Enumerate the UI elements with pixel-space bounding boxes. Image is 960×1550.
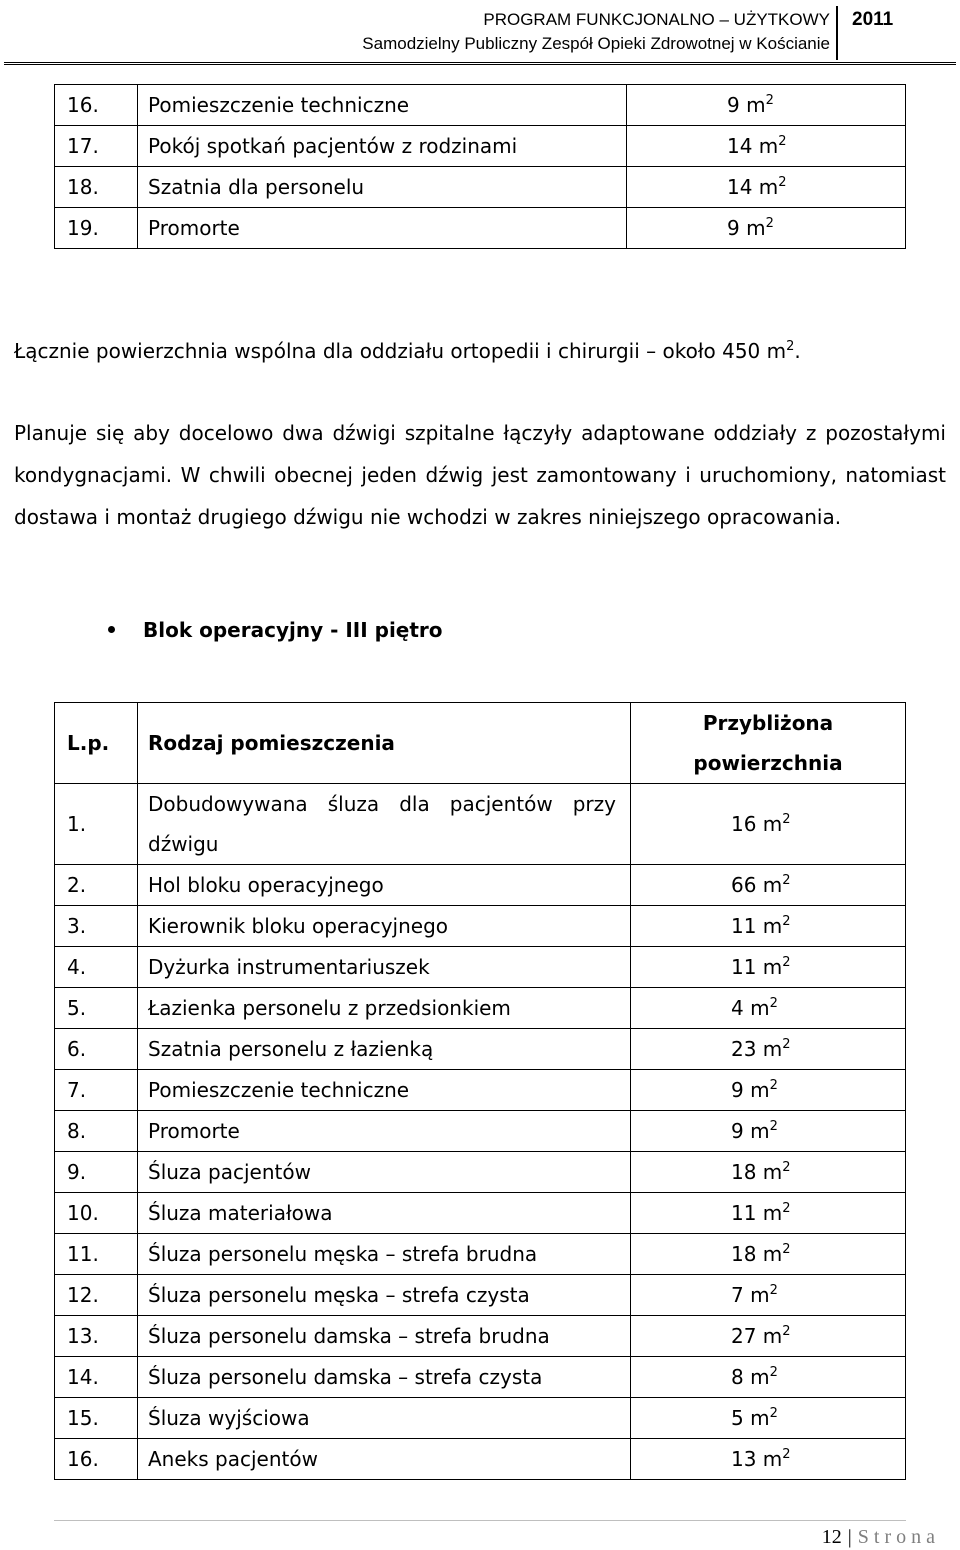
row-num: 19. bbox=[55, 208, 138, 249]
table-row bbox=[55, 1234, 906, 1275]
row-area-exponent: 2 bbox=[782, 873, 791, 888]
row-area bbox=[631, 1152, 906, 1193]
row-area bbox=[631, 1111, 906, 1152]
rooms-table-continued-body bbox=[55, 85, 906, 249]
row-room-name: Aneks pacjentów bbox=[138, 1439, 631, 1480]
row-area bbox=[631, 1275, 906, 1316]
row-area-value: 9 m bbox=[727, 216, 766, 240]
row-area-value: 4 m bbox=[731, 996, 770, 1020]
row-num: 15. bbox=[55, 1398, 138, 1439]
table-row bbox=[55, 1193, 906, 1234]
row-area-value: 7 m bbox=[731, 1283, 770, 1307]
row-area-value: 11 m bbox=[731, 1201, 783, 1225]
row-area-value: 11 m bbox=[731, 955, 783, 979]
row-area bbox=[631, 1316, 906, 1357]
row-area bbox=[631, 1029, 906, 1070]
footer-page-word: Strona bbox=[857, 1526, 940, 1548]
footer-separator: | bbox=[847, 1526, 852, 1548]
row-room-name: Promorte bbox=[138, 208, 627, 249]
header-year-value: 2011 bbox=[852, 9, 894, 30]
table-row bbox=[55, 1439, 906, 1480]
row-area-value: 5 m bbox=[731, 1406, 770, 1430]
table-row bbox=[55, 1398, 906, 1439]
row-num: 10. bbox=[55, 1193, 138, 1234]
row-area-value: 9 m bbox=[731, 1119, 770, 1143]
table-row bbox=[55, 1357, 906, 1398]
row-room-name: Śluza personelu męska – strefa czysta bbox=[138, 1275, 631, 1316]
row-area bbox=[631, 1193, 906, 1234]
row-num: 2. bbox=[55, 865, 138, 906]
total-area-period: . bbox=[794, 339, 801, 363]
total-area-exponent: 2 bbox=[786, 339, 795, 354]
lifts-paragraph: Planuje się aby docelowo dwa dźwigi szpitalne łączyły adaptowane oddziały z pozostałymi kondygnacjami. W chwili obecnej jeden dźwig jest zamontowany i uruchomiony, natomiast dostawa i montaż drugiego dźwigu nie wchodzi w zakres niniejszego opracowania. bbox=[14, 421, 946, 529]
operating-block-table bbox=[54, 702, 906, 1480]
section-heading bbox=[108, 618, 443, 642]
header-institution: Samodzielny Publiczny Zespół Opieki Zdrowotnej w Kościanie bbox=[362, 34, 830, 53]
row-area-value: 23 m bbox=[731, 1037, 783, 1061]
header-text bbox=[362, 8, 830, 56]
row-num: 13. bbox=[55, 1316, 138, 1357]
row-room-name: Kierownik bloku operacyjnego bbox=[138, 906, 631, 947]
total-area-text: Łącznie powierzchnia wspólna dla oddziału ortopedii i chirurgii – około 450 m bbox=[14, 339, 787, 363]
row-area-exponent: 2 bbox=[769, 1078, 778, 1093]
row-area-exponent: 2 bbox=[769, 996, 778, 1011]
operating-block-table-body bbox=[55, 703, 906, 1480]
row-area-exponent: 2 bbox=[778, 175, 787, 190]
row-area-value: 66 m bbox=[731, 873, 783, 897]
section-heading-text: Blok operacyjny - III piętro bbox=[143, 618, 443, 642]
row-room-name: Śluza personelu damska – strefa brudna bbox=[138, 1316, 631, 1357]
row-area-value: 14 m bbox=[727, 134, 779, 158]
row-area-value: 9 m bbox=[727, 93, 766, 117]
row-num: 7. bbox=[55, 1070, 138, 1111]
row-area bbox=[631, 1234, 906, 1275]
table-row bbox=[55, 208, 906, 249]
table-row bbox=[55, 1275, 906, 1316]
table-row bbox=[55, 1070, 906, 1111]
row-area-exponent: 2 bbox=[765, 93, 774, 108]
row-room-name: Śluza pacjentów bbox=[138, 1152, 631, 1193]
row-room-name: Promorte bbox=[138, 1111, 631, 1152]
row-area bbox=[631, 1070, 906, 1111]
row-area-exponent: 2 bbox=[782, 1242, 791, 1257]
header-year bbox=[836, 6, 956, 60]
row-num: 14. bbox=[55, 1357, 138, 1398]
row-area-exponent: 2 bbox=[769, 1119, 778, 1134]
footer-divider bbox=[54, 1520, 906, 1521]
row-area-exponent: 2 bbox=[769, 1406, 778, 1421]
row-area-value: 18 m bbox=[731, 1160, 783, 1184]
header-program-title: PROGRAM FUNKCJONALNO – UŻYTKOWY bbox=[483, 10, 830, 29]
row-area-exponent: 2 bbox=[782, 812, 791, 827]
table-row bbox=[55, 1152, 906, 1193]
row-area-value: 18 m bbox=[731, 1242, 783, 1266]
table-row bbox=[55, 906, 906, 947]
row-num: 9. bbox=[55, 1152, 138, 1193]
row-area-exponent: 2 bbox=[765, 216, 774, 231]
row-area-exponent: 2 bbox=[782, 914, 791, 929]
row-room-name: Łazienka personelu z przedsionkiem bbox=[138, 988, 631, 1029]
row-room-name: Śluza personelu męska – strefa brudna bbox=[138, 1234, 631, 1275]
row-area-exponent: 2 bbox=[769, 1283, 778, 1298]
row-area-exponent: 2 bbox=[782, 1037, 791, 1052]
table-row bbox=[55, 947, 906, 988]
row-area-exponent: 2 bbox=[782, 1160, 791, 1175]
row-area bbox=[627, 208, 906, 249]
bullet-icon bbox=[108, 626, 115, 633]
table-row bbox=[55, 126, 906, 167]
row-room-name: Pomieszczenie techniczne bbox=[138, 1070, 631, 1111]
header-area-line1: Przybliżona bbox=[702, 711, 834, 735]
row-num: 12. bbox=[55, 1275, 138, 1316]
row-area-exponent: 2 bbox=[782, 1447, 791, 1462]
row-area bbox=[631, 906, 906, 947]
row-area-value: 13 m bbox=[731, 1447, 783, 1471]
row-area-value: 27 m bbox=[731, 1324, 783, 1348]
row-area-exponent: 2 bbox=[778, 134, 787, 149]
row-area-exponent: 2 bbox=[782, 1324, 791, 1339]
row-area bbox=[631, 784, 906, 865]
table-row bbox=[55, 85, 906, 126]
page-footer bbox=[0, 1518, 960, 1550]
row-area bbox=[631, 1439, 906, 1480]
table-row bbox=[55, 1029, 906, 1070]
rooms-table-continued bbox=[54, 84, 906, 249]
row-num: 18. bbox=[55, 167, 138, 208]
row-area bbox=[627, 85, 906, 126]
table-row bbox=[55, 865, 906, 906]
table-row bbox=[55, 988, 906, 1029]
header-num: L.p. bbox=[55, 703, 138, 784]
row-room-name: Śluza materiałowa bbox=[138, 1193, 631, 1234]
row-area bbox=[631, 865, 906, 906]
row-num: 8. bbox=[55, 1111, 138, 1152]
row-area-value: 16 m bbox=[731, 812, 783, 836]
page-header bbox=[0, 0, 960, 64]
total-area-paragraph bbox=[14, 330, 946, 372]
row-num: 6. bbox=[55, 1029, 138, 1070]
row-room-name: Pokój spotkań pacjentów z rodzinami bbox=[138, 126, 627, 167]
row-area-value: 11 m bbox=[731, 914, 783, 938]
header-area-line2: powierzchnia bbox=[693, 751, 843, 775]
row-area bbox=[631, 947, 906, 988]
row-room-name: Śluza wyjściowa bbox=[138, 1398, 631, 1439]
row-area bbox=[627, 167, 906, 208]
row-num: 16. bbox=[55, 1439, 138, 1480]
row-area-exponent: 2 bbox=[782, 955, 791, 970]
page-number: 12 bbox=[821, 1526, 842, 1548]
header-area bbox=[631, 703, 906, 784]
row-num: 4. bbox=[55, 947, 138, 988]
row-area-value: 14 m bbox=[727, 175, 779, 199]
row-area bbox=[631, 988, 906, 1029]
page-number-label bbox=[822, 1526, 940, 1549]
row-area bbox=[627, 126, 906, 167]
row-area-value: 9 m bbox=[731, 1078, 770, 1102]
table-row bbox=[55, 1111, 906, 1152]
row-area-exponent: 2 bbox=[782, 1201, 791, 1216]
table-row bbox=[55, 784, 906, 865]
row-room-name: Pomieszczenie techniczne bbox=[138, 85, 627, 126]
row-num: 5. bbox=[55, 988, 138, 1029]
header-room-type: Rodzaj pomieszczenia bbox=[138, 703, 631, 784]
row-room-name: Szatnia dla personelu bbox=[138, 167, 627, 208]
row-area-exponent: 2 bbox=[769, 1365, 778, 1380]
table-row bbox=[55, 167, 906, 208]
row-room-name: Śluza personelu damska – strefa czysta bbox=[138, 1357, 631, 1398]
row-room-name: Szatnia personelu z łazienką bbox=[138, 1029, 631, 1070]
table-row bbox=[55, 1316, 906, 1357]
row-room-name: Dyżurka instrumentariuszek bbox=[138, 947, 631, 988]
row-room-name: Dobudowywana śluza dla pacjentów przy dźwigu bbox=[138, 784, 631, 865]
header-divider bbox=[4, 62, 956, 65]
row-num: 17. bbox=[55, 126, 138, 167]
row-area bbox=[631, 1357, 906, 1398]
row-room-name: Hol bloku operacyjnego bbox=[138, 865, 631, 906]
row-area-value: 8 m bbox=[731, 1365, 770, 1389]
row-num: 1. bbox=[55, 784, 138, 865]
row-num: 11. bbox=[55, 1234, 138, 1275]
row-num: 3. bbox=[55, 906, 138, 947]
table-header-row bbox=[55, 703, 906, 784]
row-num: 16. bbox=[55, 85, 138, 126]
row-area bbox=[631, 1398, 906, 1439]
